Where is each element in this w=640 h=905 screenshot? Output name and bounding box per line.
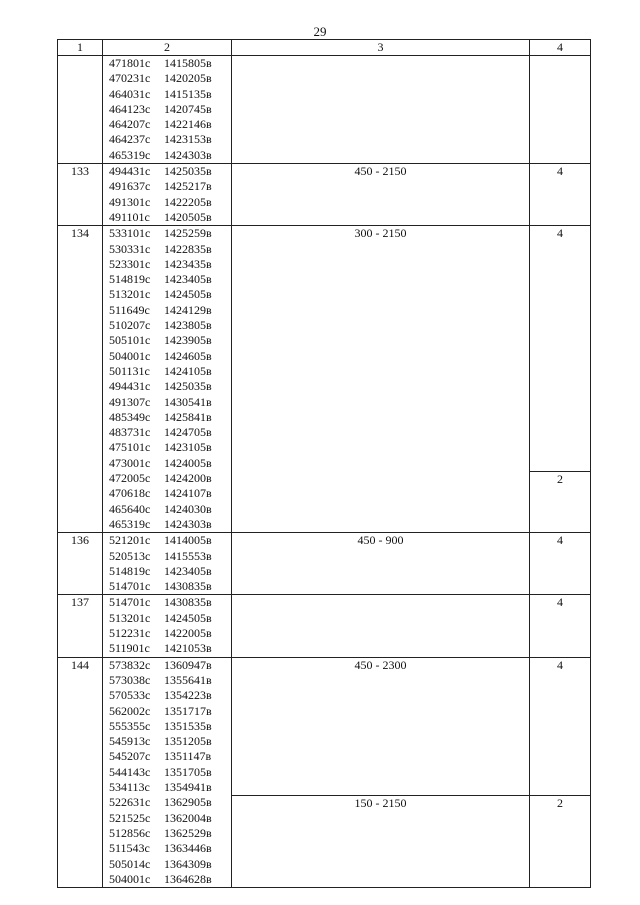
coordinate-pair	[109, 471, 231, 486]
coordinate-pair	[109, 210, 231, 225]
longitude-value: 1424107в	[164, 486, 212, 501]
longitude-value: 1364309в	[164, 856, 212, 871]
sub-category-value: 2	[557, 472, 563, 487]
altitude-range: 450 - 900	[357, 533, 404, 548]
section-number	[58, 56, 103, 163]
coordinate-pair	[109, 333, 231, 348]
header-col-4: 4	[530, 40, 591, 55]
longitude-value: 1422005в	[164, 626, 212, 641]
latitude-value: 555355с	[109, 718, 151, 733]
latitude-value: 514819с	[109, 563, 151, 578]
longitude-value: 1354223в	[164, 688, 212, 703]
coordinate-pair	[109, 517, 231, 532]
coordinate-pair	[109, 795, 231, 810]
coordinate-pair	[109, 549, 231, 564]
coordinate-pair	[109, 626, 231, 641]
longitude-value: 1351535в	[164, 718, 212, 733]
longitude-value: 1415553в	[164, 548, 212, 563]
latitude-value: 504001с	[109, 871, 151, 886]
latitude-value: 465319с	[109, 147, 151, 162]
coordinate-pair	[109, 533, 231, 548]
coordinate-pair	[109, 564, 231, 579]
longitude-value: 1430835в	[164, 579, 212, 594]
latitude-value: 505014с	[109, 856, 151, 871]
latitude-value: 465640с	[109, 501, 151, 516]
coordinate-pair	[109, 734, 231, 749]
latitude-value: 470231с	[109, 71, 151, 86]
latitude-value: 545913с	[109, 734, 151, 749]
longitude-value: 1360947в	[164, 657, 212, 672]
latitude-value: 523301с	[109, 256, 151, 271]
longitude-value: 1420745в	[164, 101, 212, 116]
coordinate-pair	[109, 303, 231, 318]
table-header	[58, 40, 591, 56]
longitude-value: 1423905в	[164, 333, 212, 348]
longitude-value: 1351205в	[164, 734, 212, 749]
latitude-value: 471801с	[109, 56, 151, 70]
longitude-value: 1423805в	[164, 318, 212, 333]
longitude-value: 1424505в	[164, 287, 212, 302]
coordinate-pair	[109, 440, 231, 455]
altitude-range-cell	[232, 164, 530, 225]
coordinate-pair	[109, 226, 231, 241]
coordinate-pair	[109, 780, 231, 795]
longitude-value: 1415805в	[164, 56, 212, 70]
longitude-value: 1351717в	[164, 703, 212, 718]
coordinate-pair	[109, 857, 231, 872]
latitude-value: 491307с	[109, 394, 151, 409]
longitude-value: 1363446в	[164, 841, 212, 856]
latitude-value: 504001с	[109, 348, 151, 363]
table-row	[58, 595, 591, 657]
coordinate-pair	[109, 579, 231, 594]
latitude-value: 501131с	[109, 363, 150, 378]
sub-range-block	[232, 795, 529, 811]
longitude-value: 1351147в	[164, 749, 212, 764]
longitude-value: 1355641в	[164, 672, 212, 687]
altitude-range: 450 - 2150	[354, 164, 407, 179]
section-number: 133	[58, 164, 103, 225]
altitude-range: 300 - 2150	[354, 226, 407, 241]
category-cell	[530, 56, 591, 163]
coordinate-pair	[109, 179, 231, 194]
altitude-range: 450 - 2300	[354, 657, 407, 672]
coordinate-pair	[109, 688, 231, 703]
table-row	[58, 226, 591, 533]
coordinate-pair	[109, 595, 231, 610]
category-cell	[530, 164, 591, 225]
coordinate-pair	[109, 410, 231, 425]
latitude-value: 483731с	[109, 425, 151, 440]
longitude-value: 1420505в	[164, 209, 212, 224]
longitude-value: 1362004в	[164, 810, 212, 825]
sub-altitude-range: 150 - 2150	[354, 796, 407, 811]
latitude-value: 514701с	[109, 579, 151, 594]
table-row	[58, 658, 591, 889]
section-number: 134	[58, 226, 103, 532]
latitude-value: 513201с	[109, 287, 151, 302]
category-cell	[530, 595, 591, 656]
latitude-value: 573832с	[109, 657, 151, 672]
longitude-value: 1424200в	[164, 471, 212, 486]
longitude-value: 1354941в	[164, 780, 212, 795]
longitude-value: 1424005в	[164, 455, 212, 470]
latitude-value: 470618с	[109, 486, 151, 501]
latitude-value: 533101с	[109, 226, 151, 241]
coordinate-pair	[109, 71, 231, 86]
longitude-value: 1423105в	[164, 440, 212, 455]
longitude-value: 1424303в	[164, 147, 212, 162]
latitude-value: 485349с	[109, 409, 151, 424]
section-number: 136	[58, 533, 103, 594]
longitude-value: 1423153в	[164, 132, 212, 147]
latitude-value: 521201с	[109, 533, 151, 548]
latitude-value: 464207с	[109, 117, 151, 132]
category-cell	[530, 658, 591, 888]
latitude-value: 534113с	[109, 780, 150, 795]
longitude-value: 1415135в	[164, 86, 212, 101]
longitude-value: 1425035в	[164, 379, 212, 394]
latitude-value: 475101с	[109, 440, 151, 455]
category-value: 4	[557, 164, 563, 179]
coordinates-table	[57, 39, 591, 888]
page-number: 29	[313, 24, 327, 39]
latitude-value: 512231с	[109, 626, 151, 641]
coordinate-pair	[109, 673, 231, 688]
latitude-value: 464237с	[109, 132, 151, 147]
coordinate-pair	[109, 287, 231, 302]
latitude-value: 545207с	[109, 749, 151, 764]
longitude-value: 1424605в	[164, 348, 212, 363]
table-row	[58, 533, 591, 595]
category-value: 4	[557, 595, 563, 610]
coordinate-pair	[109, 272, 231, 287]
altitude-range-cell	[232, 595, 530, 656]
coordinate-pair	[109, 425, 231, 440]
latitude-value: 522631с	[109, 795, 151, 810]
latitude-value: 514701с	[109, 595, 151, 610]
table-row	[58, 56, 591, 164]
latitude-value: 570533с	[109, 688, 151, 703]
longitude-value: 1424705в	[164, 425, 212, 440]
altitude-range-cell	[232, 533, 530, 594]
latitude-value: 464123с	[109, 101, 151, 116]
header-col-1: 1	[58, 40, 103, 55]
coordinate-pair	[109, 811, 231, 826]
coordinate-list	[103, 164, 232, 225]
longitude-value: 1422835в	[164, 241, 212, 256]
coordinate-pair	[109, 658, 231, 673]
category-value: 4	[557, 657, 563, 672]
longitude-value: 1414005в	[164, 533, 212, 548]
longitude-value: 1421053в	[164, 641, 212, 656]
coordinate-list	[103, 658, 232, 888]
longitude-value: 1424030в	[164, 501, 212, 516]
section-number: 144	[58, 658, 103, 888]
coordinate-pair	[109, 102, 231, 117]
coordinate-list	[103, 56, 232, 163]
longitude-value: 1424303в	[164, 516, 212, 531]
longitude-value: 1422146в	[164, 117, 212, 132]
category-cell	[530, 226, 591, 532]
coordinate-pair	[109, 749, 231, 764]
coordinate-list	[103, 595, 232, 656]
sub-category-block	[530, 471, 590, 487]
sub-category-block	[530, 795, 590, 811]
coordinate-pair	[109, 641, 231, 656]
latitude-value: 464031с	[109, 86, 151, 101]
coordinate-pair	[109, 56, 231, 71]
longitude-value: 1362529в	[164, 825, 212, 840]
latitude-value: 505101с	[109, 333, 151, 348]
section-number: 137	[58, 595, 103, 656]
coordinate-pair	[109, 502, 231, 517]
latitude-value: 573038с	[109, 672, 151, 687]
coordinate-pair	[109, 872, 231, 887]
longitude-value: 1425841в	[164, 409, 212, 424]
coordinate-pair	[109, 704, 231, 719]
longitude-value: 1425259в	[164, 226, 212, 241]
latitude-value: 511901с	[109, 641, 150, 656]
longitude-value: 1362905в	[164, 795, 212, 810]
latitude-value: 514819с	[109, 272, 151, 287]
latitude-value: 513201с	[109, 610, 151, 625]
latitude-value: 465319с	[109, 516, 151, 531]
longitude-value: 1423405в	[164, 563, 212, 578]
longitude-value: 1422205в	[164, 194, 212, 209]
latitude-value: 494431с	[109, 164, 151, 179]
category-cell	[530, 533, 591, 594]
altitude-range-cell	[232, 226, 530, 532]
longitude-value: 1420205в	[164, 71, 212, 86]
coordinate-pair	[109, 719, 231, 734]
altitude-range-cell	[232, 56, 530, 163]
coordinate-pair	[109, 456, 231, 471]
longitude-value: 1424105в	[164, 363, 212, 378]
longitude-value: 1424129в	[164, 302, 212, 317]
coordinate-pair	[109, 318, 231, 333]
latitude-value: 511543с	[109, 841, 150, 856]
longitude-value: 1351705в	[164, 764, 212, 779]
latitude-value: 472005с	[109, 471, 151, 486]
longitude-value: 1424505в	[164, 610, 212, 625]
coordinate-pair	[109, 364, 231, 379]
longitude-value: 1364628в	[164, 871, 212, 886]
latitude-value: 530331с	[109, 241, 151, 256]
coordinate-pair	[109, 117, 231, 132]
coordinate-pair	[109, 826, 231, 841]
coordinate-pair	[109, 87, 231, 102]
sub-category-value: 2	[557, 796, 563, 811]
coordinate-pair	[109, 841, 231, 856]
coordinate-pair	[109, 148, 231, 163]
latitude-value: 491101с	[109, 209, 150, 224]
latitude-value: 562002с	[109, 703, 151, 718]
table-row	[58, 164, 591, 226]
latitude-value: 510207с	[109, 318, 151, 333]
coordinate-list	[103, 226, 232, 532]
longitude-value: 1425035в	[164, 164, 212, 179]
coordinate-pair	[109, 349, 231, 364]
coordinate-pair	[109, 132, 231, 147]
coordinate-pair	[109, 242, 231, 257]
latitude-value: 494431с	[109, 379, 151, 394]
longitude-value: 1423435в	[164, 256, 212, 271]
altitude-range-cell	[232, 658, 530, 888]
latitude-value: 511649с	[109, 302, 150, 317]
latitude-value: 491301с	[109, 194, 151, 209]
longitude-value: 1423405в	[164, 272, 212, 287]
category-value: 4	[557, 533, 563, 548]
coordinate-pair	[109, 379, 231, 394]
latitude-value: 544143с	[109, 764, 151, 779]
latitude-value: 512856с	[109, 825, 151, 840]
latitude-value: 473001с	[109, 455, 151, 470]
coordinate-pair	[109, 164, 231, 179]
longitude-value: 1425217в	[164, 179, 212, 194]
longitude-value: 1430541в	[164, 394, 212, 409]
latitude-value: 520513с	[109, 548, 151, 563]
latitude-value: 491637с	[109, 179, 151, 194]
coordinate-pair	[109, 257, 231, 272]
latitude-value: 521525с	[109, 810, 151, 825]
category-value: 4	[557, 226, 563, 241]
longitude-value: 1430835в	[164, 595, 212, 610]
header-col-3: 3	[232, 40, 530, 55]
coordinate-pair	[109, 195, 231, 210]
coordinate-pair	[109, 486, 231, 501]
coordinate-pair	[109, 395, 231, 410]
coordinate-pair	[109, 611, 231, 626]
header-col-2: 2	[103, 40, 232, 55]
coordinate-pair	[109, 765, 231, 780]
coordinate-list	[103, 533, 232, 594]
